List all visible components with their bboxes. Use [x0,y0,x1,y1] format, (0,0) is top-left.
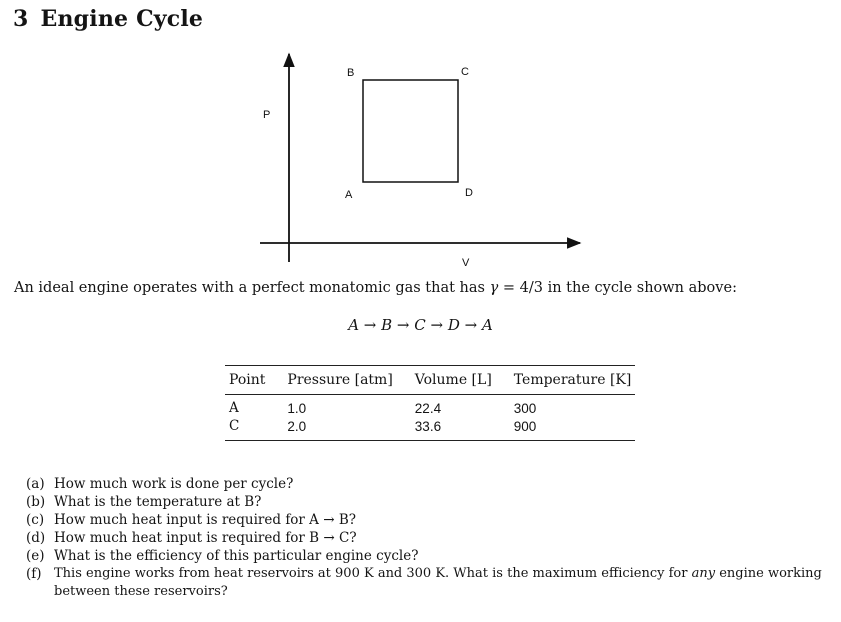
question-text-end: engine working between these reservoirs? [54,566,822,599]
cell-volume: 22.4 [414,400,442,416]
table-row [225,417,635,441]
question-item [26,565,832,601]
column-header-temperature: Temperature [K] [510,366,636,395]
cell-temperature: 900 [510,417,636,441]
point-c-label: C [461,66,469,78]
cell-point: A [229,400,239,416]
question-item [26,547,832,565]
question-text: How much work is done per cycle? [54,476,294,492]
pressure-axis-label: P [263,109,271,121]
cell-temperature: 300 [513,400,537,416]
gamma-value: = 4/3 in the cycle shown above: [498,280,737,296]
point-a-label: A [345,189,353,201]
pv-diagram [0,0,841,280]
question-text: How much heat input is required for B → C? [54,530,357,546]
cell-pressure: 1.0 [287,400,307,416]
intro-sentence [14,280,737,296]
cell-volume: 33.6 [411,417,510,441]
question-label: (a) [26,476,45,492]
question-text [54,565,832,601]
volume-axis-label: V [462,257,470,269]
point-d-label: D [465,187,473,199]
question-list [26,475,832,601]
question-item [26,529,832,547]
question-text: How much heat input is required for A → B? [54,512,356,528]
emphasis-any: any [691,566,716,581]
cell-pressure: 2.0 [283,417,410,441]
cycle-rectangle [363,80,458,182]
question-text: What is the temperature at B? [54,494,262,510]
question-label: (f) [26,566,42,582]
question-item [26,475,832,493]
gamma-symbol: γ [489,280,499,296]
section-heading: Engine Cycle [40,6,204,32]
column-header-pressure: Pressure [atm] [283,366,410,395]
question-item [26,511,832,529]
column-header-volume: Volume [L] [411,366,510,395]
question-label: (e) [26,548,45,564]
intro-text: An ideal engine operates with a perfect monatomic gas that has [14,280,490,296]
question-label: (c) [26,512,45,528]
point-b-label: B [347,67,355,79]
question-text-start: This engine works from heat reservoirs at 900 K and 300 K. What is the maximum efficiency for [54,566,692,581]
cell-point: C [225,417,283,441]
column-header-point: Point [225,366,283,395]
question-item [26,493,832,511]
table-header-row [225,366,635,395]
section-number: 3 [13,6,29,32]
question-label: (b) [26,494,46,510]
question-label: (d) [26,530,46,546]
table-row [225,395,635,418]
state-table [225,365,635,441]
cycle-sequence: A → B → C → D → A [348,316,493,334]
question-text: What is the efficiency of this particular engine cycle? [54,548,419,564]
